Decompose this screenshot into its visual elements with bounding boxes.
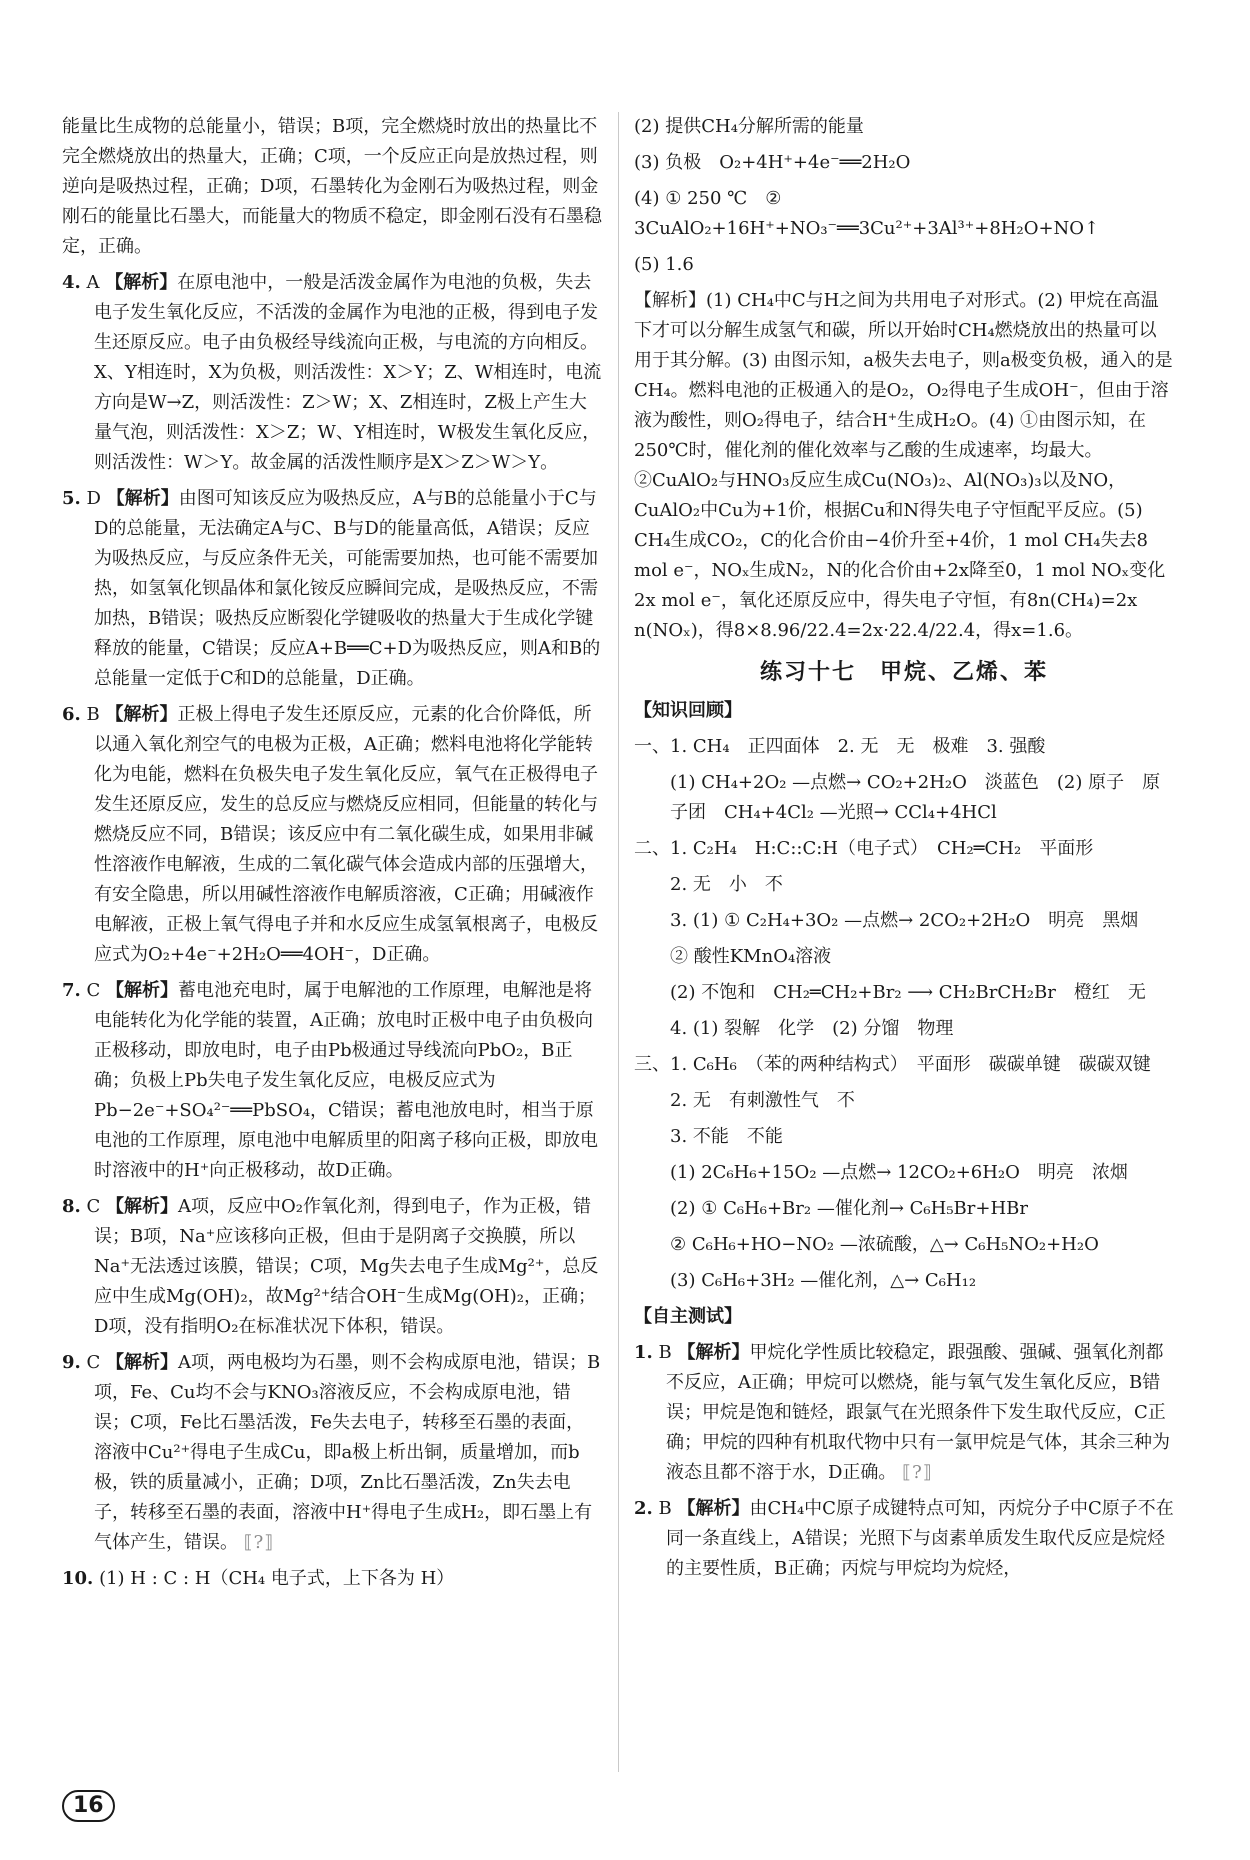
section-title: 练习十七 甲烷、乙烯、苯 <box>759 660 1048 685</box>
item-number: 9. <box>62 1352 81 1373</box>
answer-item-6 <box>62 700 602 970</box>
answer-item-4 <box>62 268 602 478</box>
item-number: 5. <box>62 488 81 509</box>
analysis-text: 在原电池中，一般是活泼金属作为电池的负极，失去电子发生氧化反应，不活泼的金属作为电池的正极，得到电子发生还原反应。电子由负极经导线流向正极，与电流的方向相反。X、Y相连时，X为负极，则活泼性：X＞Y；Z、W相连时，电流方向是W→Z，则活泼性：Z＞W；X、Z相连时，Z极上产生大量气泡，则活泼性：X＞Z；W、Y相连时，W极发生氧化反应，则活泼性：W＞Y。故金属的活泼性顺序是X＞Z＞W＞Y。 <box>94 272 602 473</box>
review-line: 4. (1) 裂解 化学 (2) 分馏 物理 <box>670 1018 954 1039</box>
answer-page <box>62 112 1174 1792</box>
answer-item-9 <box>62 1348 602 1558</box>
knowledge-review-heading: 【知识回顾】 <box>634 700 742 721</box>
unclear-marker: ⟦?⟧ <box>902 1462 933 1483</box>
item-number: 10. <box>62 1568 94 1589</box>
analysis-tag: 【解析】 <box>106 1352 179 1373</box>
item-answer: A <box>86 272 100 293</box>
review-line: 2. 无 有刺激性气 不 <box>670 1090 855 1111</box>
analysis-tag: 【解析】 <box>106 1196 179 1217</box>
answer-item-7 <box>62 976 602 1186</box>
item-answer: B <box>658 1342 672 1363</box>
analysis-text: (1) H : C : H（CH₄ 电子式，上下各为 H） <box>99 1568 455 1589</box>
review-line: 二、1. C₂H₄ H:C::C:H（电子式） CH₂═CH₂ 平面形 <box>634 838 1094 859</box>
review-line: (3) C₆H₆+3H₂ —催化剂，△→ C₆H₁₂ <box>670 1270 977 1291</box>
item-answer: C <box>86 980 101 1001</box>
answer-line: (5) 1.6 <box>634 254 694 275</box>
item-answer: C <box>86 1196 101 1217</box>
answer-line: (4) ① 250 ℃ ② 3CuAlO₂+16H⁺+NO₃⁻══3Cu²⁺+3Al³⁺+8H₂O+NO↑ <box>634 188 1100 239</box>
analysis-text: 正极上得电子发生还原反应，元素的化合价降低，所以通入氧化剂空气的电极为正极，A正确；燃料电池将化学能转化为电能，燃料在负极失电子发生氧化反应，氧气在正极得电子发生还原反应，发生的总反应与燃烧反应相同，但能量的转化与燃烧反应不同，B错误；该反应中有二氧化碳生成，如果用非碱性溶液作电解液，生成的二氧化碳气体会造成内部的压强增大，有安全隐患，所以用碱性溶液作电解质溶液，C正确；用碱液作电解液，正极上氧气得电子并和水反应生成氢氧根离子，电极反应式为O₂+4e⁻+2H₂O══4OH⁻，D正确。 <box>94 704 598 965</box>
item-answer: D <box>86 488 101 509</box>
item-number: 8. <box>62 1196 81 1217</box>
review-line: 3. (1) ① C₂H₄+3O₂ —点燃→ 2CO₂+2H₂O 明亮 黑烟 <box>670 910 1139 931</box>
review-line: (2) 不饱和 CH₂═CH₂+Br₂ ⟶ CH₂BrCH₂Br 橙红 无 <box>670 982 1146 1003</box>
review-line: (2) ① C₆H₆+Br₂ —催化剂→ C₆H₅Br+HBr <box>670 1198 1028 1219</box>
answer-line: (2) 提供CH₄分解所需的能量 <box>634 116 864 137</box>
review-line: (1) CH₄+2O₂ —点燃→ CO₂+2H₂O 淡蓝色 (2) 原子 原子团 CH₄+4Cl₂ —光照→ CCl₄+4HCl <box>670 772 1161 823</box>
analysis-tag: 【解析】 <box>105 272 178 293</box>
review-line: ② C₆H₆+HO−NO₂ —浓硫酸，△→ C₆H₅NO₂+H₂O <box>670 1234 1099 1255</box>
analysis-paragraph: 【解析】(1) CH₄中C与H之间为共用电子对形式。(2) 甲烷在高温下才可以分解生成氢气和碳，所以开始时CH₄燃烧放出的热量可以用于其分解。(3) 由图示知，a极失去电子，则a极变负极，通入的是CH₄。燃料电池的正极通入的是O₂，O₂得电子生成OH⁻，但由于溶液为酸性，则O₂得电子，结合H⁺生成H₂O。(4) ①由图示知，在250℃时，催化剂的催化效率与乙酸的生成速率，均最大。②CuAlO₂与HNO₃反应生成Cu(NO₃)₂、Al(NO₃)₃以及NO，CuAlO₂中Cu为+1价，根据Cu和N得失电子守恒配平反应。(5) CH₄生成CO₂，C的化合价由−4价升至+4价，1 mol CH₄失去8 mol e⁻，NOₓ生成N₂，N的化合价由+2x降至0，1 mol NOₓ变化2x mol e⁻，氧化还原反应中，得失电子守恒，有8n(CH₄)=2x n(NOₓ)，得8×8.96/22.4=2x·22.4/22.4，得x=1.6。 <box>634 290 1173 641</box>
analysis-text: 甲烷化学性质比较稳定，跟强酸、强碱、强氧化剂都不反应，A正确；甲烷可以燃烧，能与氧气发生氧化反应，B错误；甲烷是饱和链烃，跟氯气在光照条件下发生取代反应，C正确；甲烷的四种有机取代物中只有一氯甲烷是气体，其余三种为液态且都不溶于水，D正确。 <box>666 1342 1170 1483</box>
item-number: 4. <box>62 272 81 293</box>
analysis-tag: 【解析】 <box>677 1498 750 1519</box>
review-line: ② 酸性KMnO₄溶液 <box>670 946 832 967</box>
item-number: 7. <box>62 980 81 1001</box>
analysis-text: 由图可知该反应为吸热反应，A与B的总能量小于C与D的总能量，无法确定A与C、B与D的能量高低，A错误；反应为吸热反应，与反应条件无关，可能需要加热，也可能不需要加热，如氢氧化钡晶体和氯化铵反应瞬间完成，是吸热反应，不需加热，B错误；吸热反应断裂化学键吸收的热量大于生成化学键释放的能量，C错误；反应A+B══C+D为吸热反应，则A和B的总能量一定低于C和D的总能量，D正确。 <box>94 488 601 689</box>
item-answer: B <box>658 1498 672 1519</box>
analysis-tag: 【解析】 <box>106 980 179 1001</box>
item-answer: C <box>86 1352 101 1373</box>
review-line: 2. 无 小 不 <box>670 874 783 895</box>
test-item-1 <box>634 1338 1174 1488</box>
answer-item-10 <box>62 1564 602 1594</box>
analysis-text: A项，两电极均为石墨，则不会构成原电池，错误；B项，Fe、Cu均不会与KNO₃溶液反应，不会构成原电池，错误；C项，Fe比石墨活泼，Fe失去电子，转移至石墨的表面，溶液中Cu²⁺得电子生成Cu，即a极上析出铜，质量增加，而b极，铁的质量减小，正确；D项，Zn比石墨活泼，Zn失去电子，转移至石墨的表面，溶液中H⁺得电子生成H₂，即石墨上有气体产生，错误。 <box>94 1352 601 1553</box>
item-number: 2. <box>634 1498 653 1519</box>
review-line: (1) 2C₆H₆+15O₂ —点燃→ 12CO₂+6H₂O 明亮 浓烟 <box>670 1162 1128 1183</box>
self-test-heading: 【自主测试】 <box>634 1306 742 1327</box>
analysis-tag: 【解析】 <box>677 1342 750 1363</box>
continued-paragraph: 能量比生成物的总能量小，错误；B项，完全燃烧时放出的热量比不完全燃烧放出的热量大，正确；C项，一个反应正向是放热过程，则逆向是吸热过程，正确；D项，石墨转化为金刚石为吸热过程，则金刚石的能量比石墨大，而能量大的物质不稳定，即金刚石没有石墨稳定，正确。 <box>62 116 602 257</box>
review-line: 三、1. C₆H₆ （苯的两种结构式） 平面形 碳碳单键 碳碳双键 <box>634 1054 1151 1075</box>
review-line: 3. 不能 不能 <box>670 1126 783 1147</box>
analysis-text: A项，反应中O₂作氧化剂，得到电子，作为正极，错误；B项，Na⁺应该移向正极，但由于是阴离子交换膜，所以Na⁺无法透过该膜，错误；C项，Mg失去电子生成Mg²⁺，总反应中生成Mg(OH)₂，故Mg²⁺结合OH⁻生成Mg(OH)₂，正确；D项，没有指明O₂在标准状况下体积，错误。 <box>94 1196 599 1337</box>
analysis-text: 蓄电池充电时，属于电解池的工作原理，电解池是将电能转化为化学能的装置，A正确；放电时正极中电子由负极向正极移动，即放电时，电子由Pb极通过导线流向PbO₂，B正确；负极上Pb失电子发生氧化反应，电极反应式为Pb−2e⁻+SO₄²⁻══PbSO₄，C错误；蓄电池放电时，相当于原电池的工作原理，原电池中电解质里的阳离子移向正极，即放电时溶液中的H⁺向正极移动，故D正确。 <box>94 980 598 1181</box>
page-number: 16 <box>62 1790 115 1822</box>
analysis-tag: 【解析】 <box>105 704 178 725</box>
analysis-tag: 【解析】 <box>106 488 179 509</box>
analysis-text: 由CH₄中C原子成键特点可知，丙烷分子中C原子不在同一条直线上，A错误；光照下与卤素单质发生取代反应是烷烃的主要性质，B正确；丙烷与甲烷均为烷烃， <box>666 1498 1174 1579</box>
test-item-2 <box>634 1494 1174 1584</box>
review-line: 一、1. CH₄ 正四面体 2. 无 无 极难 3. 强酸 <box>634 736 1046 757</box>
column-divider <box>618 112 619 1772</box>
right-column <box>634 112 1174 1590</box>
left-column <box>62 112 602 1600</box>
answer-item-5 <box>62 484 602 694</box>
unclear-marker: ⟦?⟧ <box>243 1532 275 1553</box>
item-number: 6. <box>62 704 81 725</box>
item-number: 1. <box>634 1342 653 1363</box>
answer-item-8 <box>62 1192 602 1342</box>
item-answer: B <box>86 704 100 725</box>
answer-line: (3) 负极 O₂+4H⁺+4e⁻══2H₂O <box>634 152 911 173</box>
